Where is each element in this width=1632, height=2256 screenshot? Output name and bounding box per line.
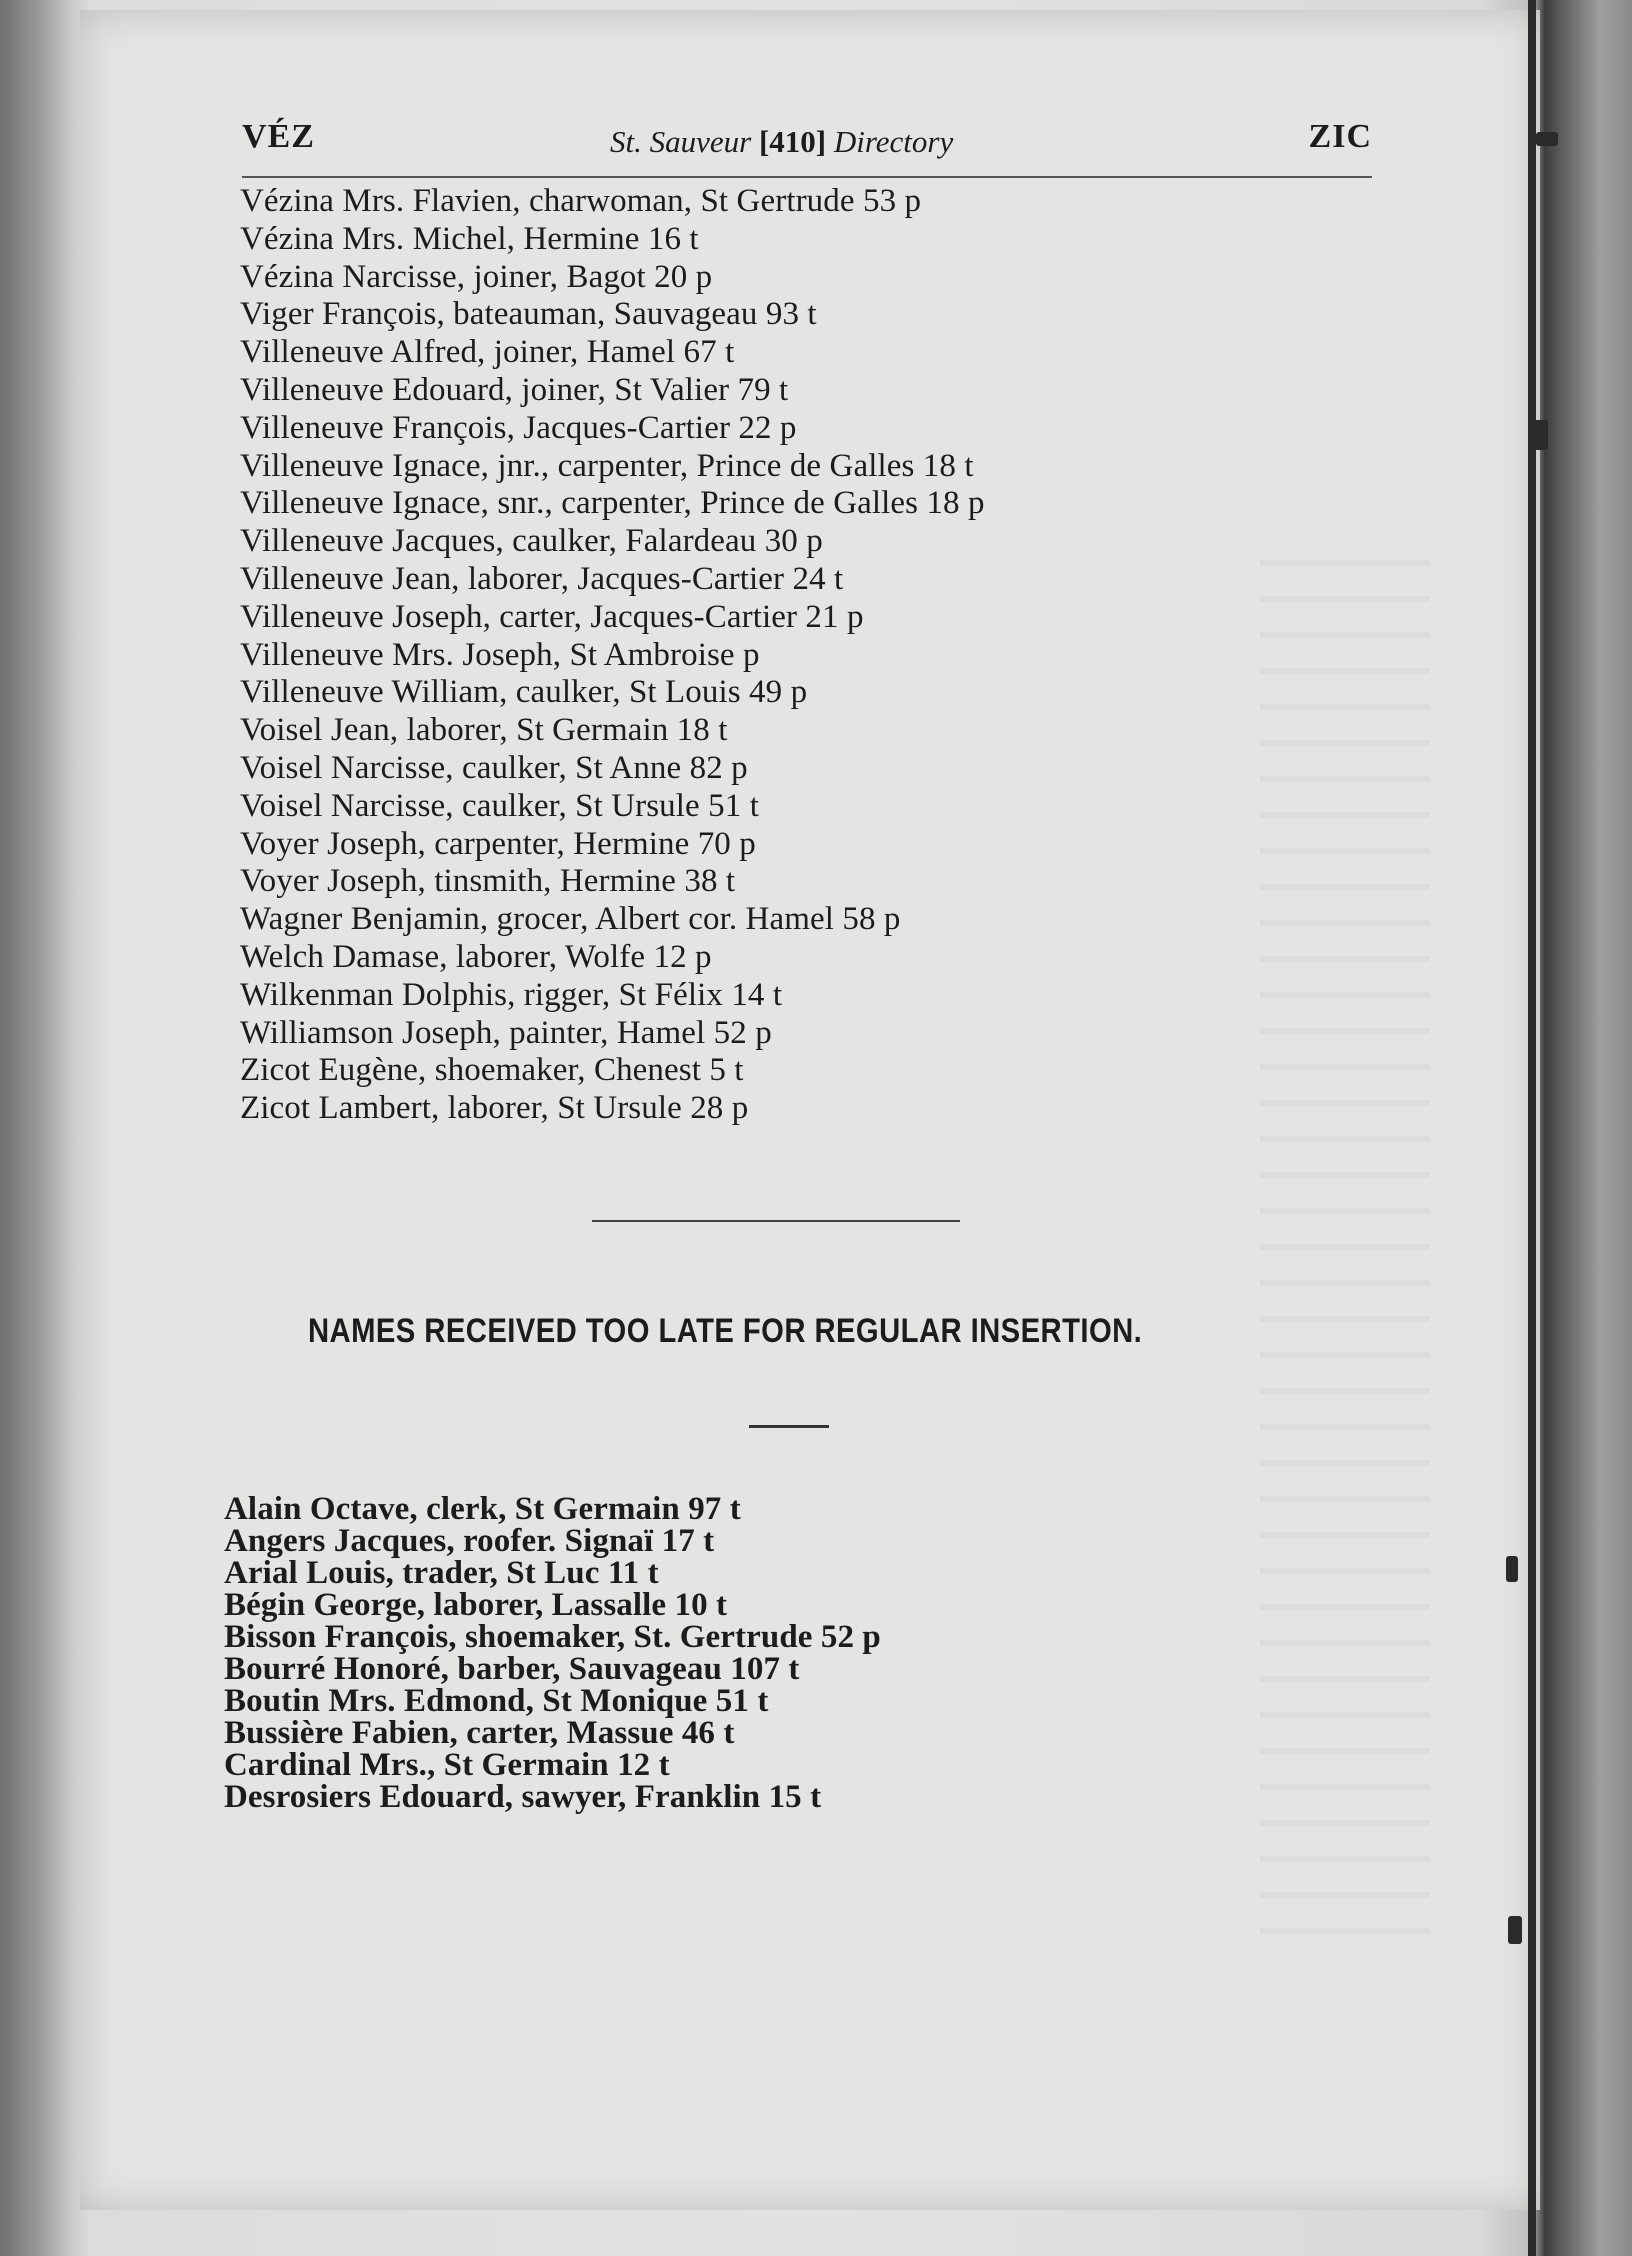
directory-entry: Villeneuve Jean, laborer, Jacques-Cartier 24 t [240,560,844,597]
directory-entry: Villeneuve Joseph, carter, Jacques-Cartier 21 p [240,598,864,635]
section-heading: NAMES RECEIVED TOO LATE FOR REGULAR INSERTION. [308,1312,1143,1350]
late-entry: Bisson François, shoemaker, St. Gertrude 52 p [224,1619,881,1655]
header-title [610,124,953,160]
header-left-guide-word: VÉZ [242,118,315,155]
running-header [242,118,1372,178]
directory-entry: Voyer Joseph, tinsmith, Hermine 38 t [240,863,736,900]
directory-entry: Voisel Narcisse, caulker, St Ursule 51 t [240,787,759,824]
directory-entry: Villeneuve Alfred, joiner, Hamel 67 t [240,334,735,371]
directory-entry: Vézina Mrs. Michel, Hermine 16 t [240,220,699,257]
page-number: [410] [758,124,827,159]
binding-edge [1528,0,1536,2256]
section-separator [592,1220,960,1222]
late-entry: Angers Jacques, roofer. Signaï 17 t [224,1523,715,1559]
late-entry: Bégin George, laborer, Lassalle 10 t [224,1587,728,1623]
directory-entry: Villeneuve Mrs. Joseph, St Ambroise p [240,636,760,673]
late-entry: Bourré Honoré, barber, Sauvageau 107 t [224,1651,800,1687]
directory-entry: Voyer Joseph, carpenter, Hermine 70 p [240,825,756,862]
directory-entry: Voisel Jean, laborer, St Germain 18 t [240,712,728,749]
directory-entry: Wagner Benjamin, grocer, Albert cor. Hamel 58 p [240,901,901,938]
late-entry: Arial Louis, trader, St Luc 11 t [224,1555,659,1591]
directory-entry: Villeneuve François, Jacques-Cartier 22 p [240,409,797,446]
header-right-guide-word: ZIC [1308,118,1372,155]
directory-entries [240,183,985,1128]
directory-entry: Villeneuve Edouard, joiner, St Valier 79 t [240,371,789,408]
late-entry: Alain Octave, clerk, St Germain 97 t [224,1491,741,1527]
late-entry: Cardinal Mrs., St Germain 12 t [224,1747,670,1783]
directory-entry: Vézina Narcisse, joiner, Bagot 20 p [240,258,713,295]
bleed-through-text [1260,560,1430,1960]
header-rule [242,176,1372,178]
late-entry: Bussière Fabien, carter, Massue 46 t [224,1715,735,1751]
directory-entry: Viger François, bateauman, Sauvageau 93 t [240,296,817,333]
late-entry: Boutin Mrs. Edmond, St Monique 51 t [224,1683,769,1719]
directory-entry: Williamson Joseph, painter, Hamel 52 p [240,1014,772,1051]
binding-mark [1534,420,1548,450]
directory-entry: Villeneuve Jacques, caulker, Falardeau 30 p [240,523,823,560]
late-entry: Desrosiers Edouard, sawyer, Franklin 15 t [224,1779,822,1815]
binding-mark [1508,1916,1522,1944]
directory-entry: Wilkenman Dolphis, rigger, St Félix 14 t [240,976,783,1013]
directory-entry: Voisel Narcisse, caulker, St Anne 82 p [240,749,748,786]
directory-entry: Zicot Eugène, shoemaker, Chenest 5 t [240,1052,744,1089]
binding-mark [1536,132,1558,146]
directory-entry: Welch Damase, laborer, Wolfe 12 p [240,938,712,975]
directory-entry: Zicot Lambert, laborer, St Ursule 28 p [240,1090,749,1127]
binding-mark [1506,1556,1518,1582]
heading-rule [749,1425,829,1428]
header-title-prefix: St. Sauveur [610,124,759,159]
directory-entry: Villeneuve William, caulker, St Louis 49 p [240,674,808,711]
directory-entry: Villeneuve Ignace, snr., carpenter, Prince de Galles 18 p [240,485,985,522]
directory-entry: Vézina Mrs. Flavien, charwoman, St Gertrude 53 p [240,183,922,219]
late-entries [224,1493,881,1813]
directory-entry: Villeneuve Ignace, jnr., carpenter, Prince de Galles 18 t [240,447,974,484]
header-title-suffix: Directory [826,124,954,159]
